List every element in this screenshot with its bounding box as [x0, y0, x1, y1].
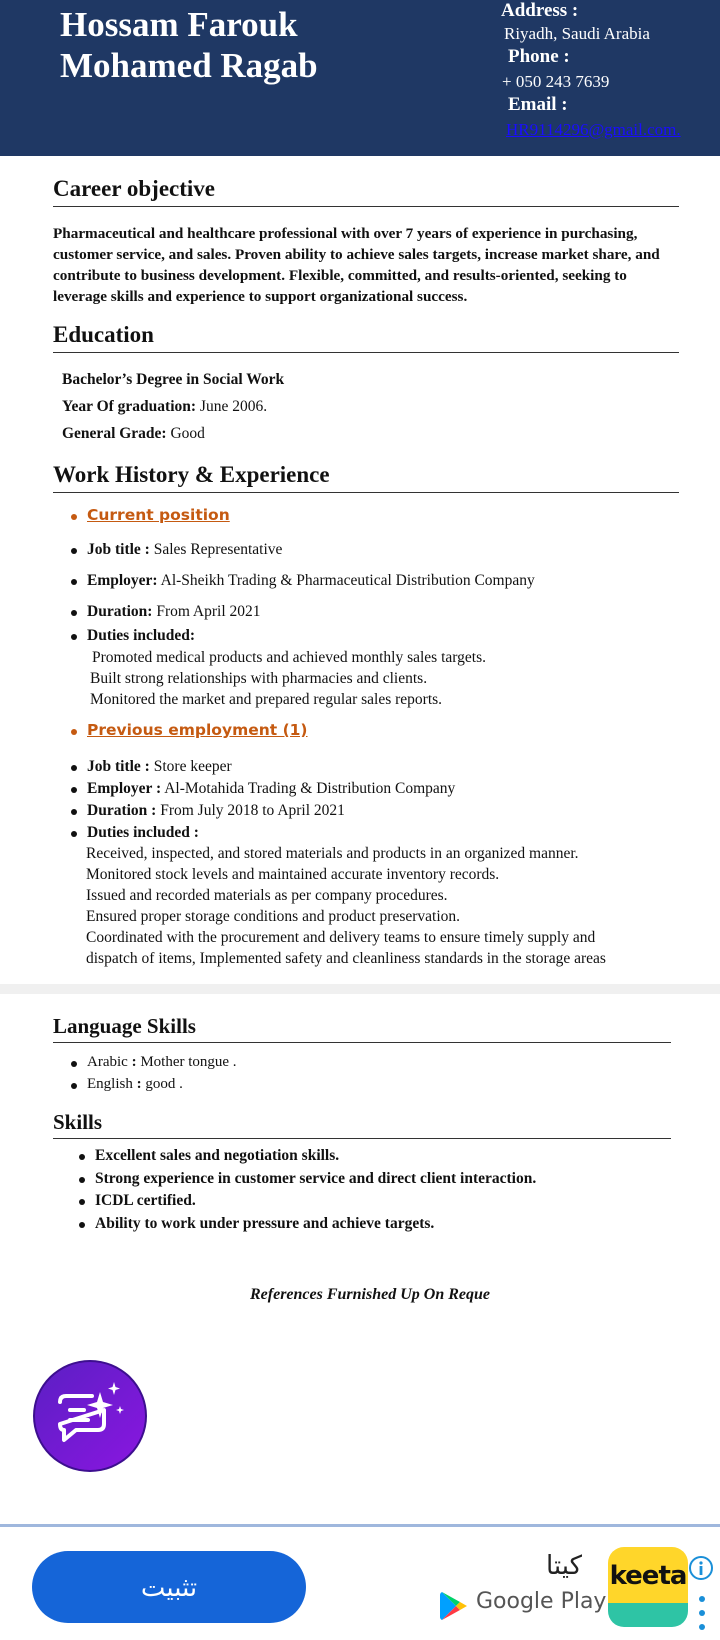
previous-job-label: Job title :: [87, 758, 150, 775]
previous-duration: [87, 802, 345, 820]
email-link[interactable]: HR9114296@gmail.com.: [506, 120, 681, 139]
previous-duty-2: Monitored stock levels and maintained accurate inventory records.: [86, 866, 500, 883]
keeta-logo-text: keeta: [609, 1561, 687, 1591]
install-button[interactable]: تثبيت: [32, 1551, 306, 1623]
candidate-name: [60, 4, 318, 86]
current-duration: [87, 603, 261, 621]
references-note: References Furnished Up On Reque: [249, 1286, 490, 1303]
language-name: Arabic: [87, 1054, 128, 1070]
degree: Bachelor’s Degree in Social Work: [62, 371, 285, 388]
address-value: Riyadh, Saudi Arabia: [504, 24, 650, 43]
previous-job-value: Store keeper: [149, 758, 232, 775]
language-skills-title: Language Skills: [53, 1014, 671, 1043]
previous-employment-text: Previous employment (1): [87, 721, 308, 739]
language-item-arabic: [87, 1054, 237, 1071]
skill-item: ICDL certified.: [95, 1192, 196, 1209]
address-label: Address :: [501, 0, 579, 21]
previous-duty-5: Coordinated with the procurement and delivery teams to ensure timely supply and: [86, 929, 596, 946]
grade-value: Good: [166, 425, 205, 442]
language-level: Mother tongue .: [140, 1054, 237, 1070]
current-duration-value: From April 2021: [152, 603, 261, 620]
career-line-2: customer service, and sales. Proven ability to achieve sales targets, increase market share, and: [53, 246, 660, 263]
career-line-3: contribute to business development. Flexible, committed, and results-oriented, seeking to: [53, 267, 627, 284]
general-grade: [62, 425, 205, 443]
phone-label: Phone :: [508, 46, 570, 67]
current-employer-label: Employer:: [87, 572, 158, 589]
ad-info-icon[interactable]: [688, 1555, 714, 1581]
current-duty-2: Built strong relationships with pharmacies and clients.: [90, 670, 428, 687]
current-duties-label-text: Duties included:: [87, 627, 196, 644]
current-duration-label: Duration:: [87, 603, 153, 620]
more-options-icon[interactable]: [698, 1593, 706, 1633]
name-line-2: Mohamed Ragab: [60, 46, 318, 85]
education-title: Education: [53, 322, 679, 353]
keeta-app-logo[interactable]: [608, 1547, 688, 1627]
resume-header: [0, 0, 720, 156]
previous-duty-6: dispatch of items, Implemented safety and cleanliness standards in the storage areas: [86, 950, 606, 967]
current-job-value: Sales Representative: [149, 541, 283, 558]
ai-chat-button[interactable]: [33, 1360, 147, 1472]
current-duty-3: Monitored the market and prepared regular sales reports.: [90, 691, 443, 708]
current-employer-value: Al-Sheikh Trading & Pharmaceutical Distribution Company: [157, 572, 535, 589]
previous-employer-value: Al-Motahida Trading & Distribution Company: [161, 780, 456, 797]
career-objective-title: Career objective: [53, 176, 679, 207]
phone-value: + 050 243 7639: [502, 72, 610, 91]
graduation-value: June 2006.: [196, 398, 268, 415]
previous-duties-label: [87, 824, 199, 842]
language-name: English: [87, 1076, 133, 1092]
app-install-banner: [0, 1524, 720, 1640]
current-job-title: [87, 541, 282, 559]
previous-duty-3: Issued and recorded materials as per company procedures.: [86, 887, 448, 904]
previous-duty-1: Received, inspected, and stored materials and products in an organized manner.: [86, 845, 579, 862]
current-position-text: Current position: [87, 506, 230, 524]
work-history-title: Work History & Experience: [53, 462, 679, 493]
graduation-year: [62, 398, 267, 416]
previous-employment-heading: [87, 721, 308, 740]
career-line-1: Pharmaceutical and healthcare professional with over 7 years of experience in purchasing,: [53, 225, 638, 242]
skill-item: Ability to work under pressure and achieve targets.: [95, 1215, 435, 1232]
current-duties-label: [87, 627, 195, 645]
current-position-heading: [87, 506, 230, 525]
skill-item: Excellent sales and negotiation skills.: [95, 1147, 340, 1164]
previous-employer-label: Employer :: [87, 780, 162, 797]
language-level: good .: [145, 1076, 183, 1092]
chat-sparkle-icon: [52, 1380, 132, 1456]
previous-job-title: [87, 758, 232, 776]
graduation-label: Year Of graduation:: [62, 398, 197, 415]
current-duty-1: Promoted medical products and achieved monthly sales targets.: [92, 649, 487, 666]
google-play-icon: [440, 1591, 468, 1621]
previous-duty-4: Ensured proper storage conditions and product preservation.: [86, 908, 461, 925]
previous-employer: [87, 780, 455, 798]
skill-item: Strong experience in customer service and direct client interaction.: [95, 1170, 537, 1187]
previous-duration-value: From July 2018 to April 2021: [156, 802, 345, 819]
previous-duties-label-text: Duties included :: [87, 824, 199, 841]
language-separator: :: [132, 1076, 146, 1092]
email-label: Email :: [508, 94, 568, 115]
name-line-1: Hossam Farouk: [60, 5, 298, 44]
language-item-english: [87, 1076, 183, 1093]
career-objective-text: [53, 223, 693, 307]
current-job-label: Job title :: [87, 541, 150, 558]
language-separator: :: [127, 1054, 141, 1070]
grade-label: General Grade:: [62, 425, 167, 442]
skills-title: Skills: [53, 1110, 671, 1139]
app-name: كيتا: [546, 1551, 582, 1581]
store-label: Google Play: [476, 1589, 607, 1614]
career-line-4: leverage skills and experience to support organizational success.: [53, 288, 468, 305]
previous-duration-label: Duration :: [87, 802, 157, 819]
current-employer: [87, 572, 535, 590]
